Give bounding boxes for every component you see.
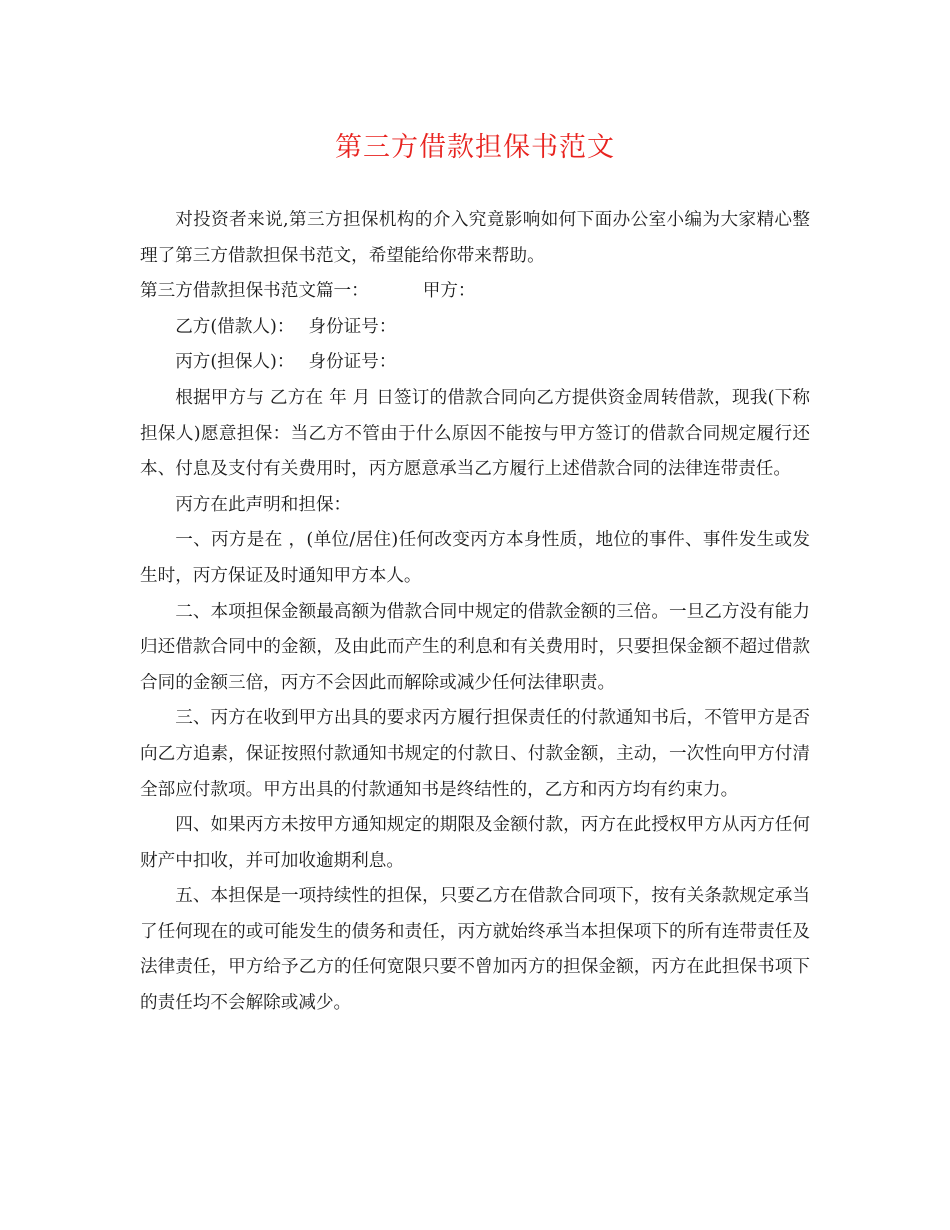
party-c-id-label: 身份证号： [308,352,397,373]
clause-1-paragraph: 一、丙方是在 ，(单位/居住)任何改变丙方本身性质，地位的事件、事件发生或发生时，丙方保证及时通知甲方本人。 [140,530,810,586]
clause-4-paragraph: 四、如果丙方未按甲方通知规定的期限及金额付款，丙方在此授权甲方从丙方任何财产中扣收，并可加收逾期利息。 [140,815,810,871]
clause-3-paragraph: 三、丙方在收到甲方出具的要求丙方履行担保责任的付款通知书后，不管甲方是否向乙方追素，保证按照付款通知书规定的付款日、付款金额，主动，一次性向甲方付清全部应付款项。甲方出具的付款通知书是终结性的，乙方和丙方均有约束力。 [140,708,810,800]
party-b-label: 乙方(借款人)： [175,316,295,337]
party-a-label: 甲方： [422,281,476,302]
basis-paragraph: 根据甲方与 乙方在 年 月 日签订的借款合同向乙方提供资金周转借款，现我(下称担保人)愿意担保：当乙方不管由于什么原因不能按与甲方签订的借款合同规定履行还本、付息及支付有关费用时，丙方愿意承当乙方履行上述借款合同的法律连带责任。 [140,387,810,480]
clause-2-paragraph: 二、本项担保金额最高额为借款合同中规定的借款金额的三倍。一旦乙方没有能力归还借款合同中的金额，及由此而产生的利息和有关费用时，只要担保金额不超过借款合同的金额三倍，丙方不会因此而解除或减少任何法律职责。 [140,601,810,693]
party-b-id-label: 身份证号： [308,316,397,337]
section-heading-line [140,274,810,310]
declaration-paragraph: 丙方在此声明和担保： [175,494,352,515]
section-heading: 第三方借款担保书范文篇一： [140,281,369,302]
intro-paragraph: 对投资者来说,第三方担保机构的介入究竟影响如何下面办公室小编为大家精心整理了第三方借款担保书范文，希望能给你带来帮助。 [140,210,810,266]
party-c-line [140,345,810,381]
document-title: 第三方借款担保书范文 [335,132,615,163]
clause-5-paragraph: 五、本担保是一项持续性的担保，只要乙方在借款合同项下，按有关条款规定承当了任何现在的或可能发生的债务和责任，丙方就始终承当本担保项下的所有连带责任及法律责任，甲方给予乙方的任何宽限只要不曾加丙方的担保金额，丙方在此担保书项下的责任均不会解除或减少。 [140,886,810,1014]
party-c-label: 丙方(担保人)： [175,352,295,373]
document-body [140,203,810,1022]
party-b-line [140,310,810,346]
